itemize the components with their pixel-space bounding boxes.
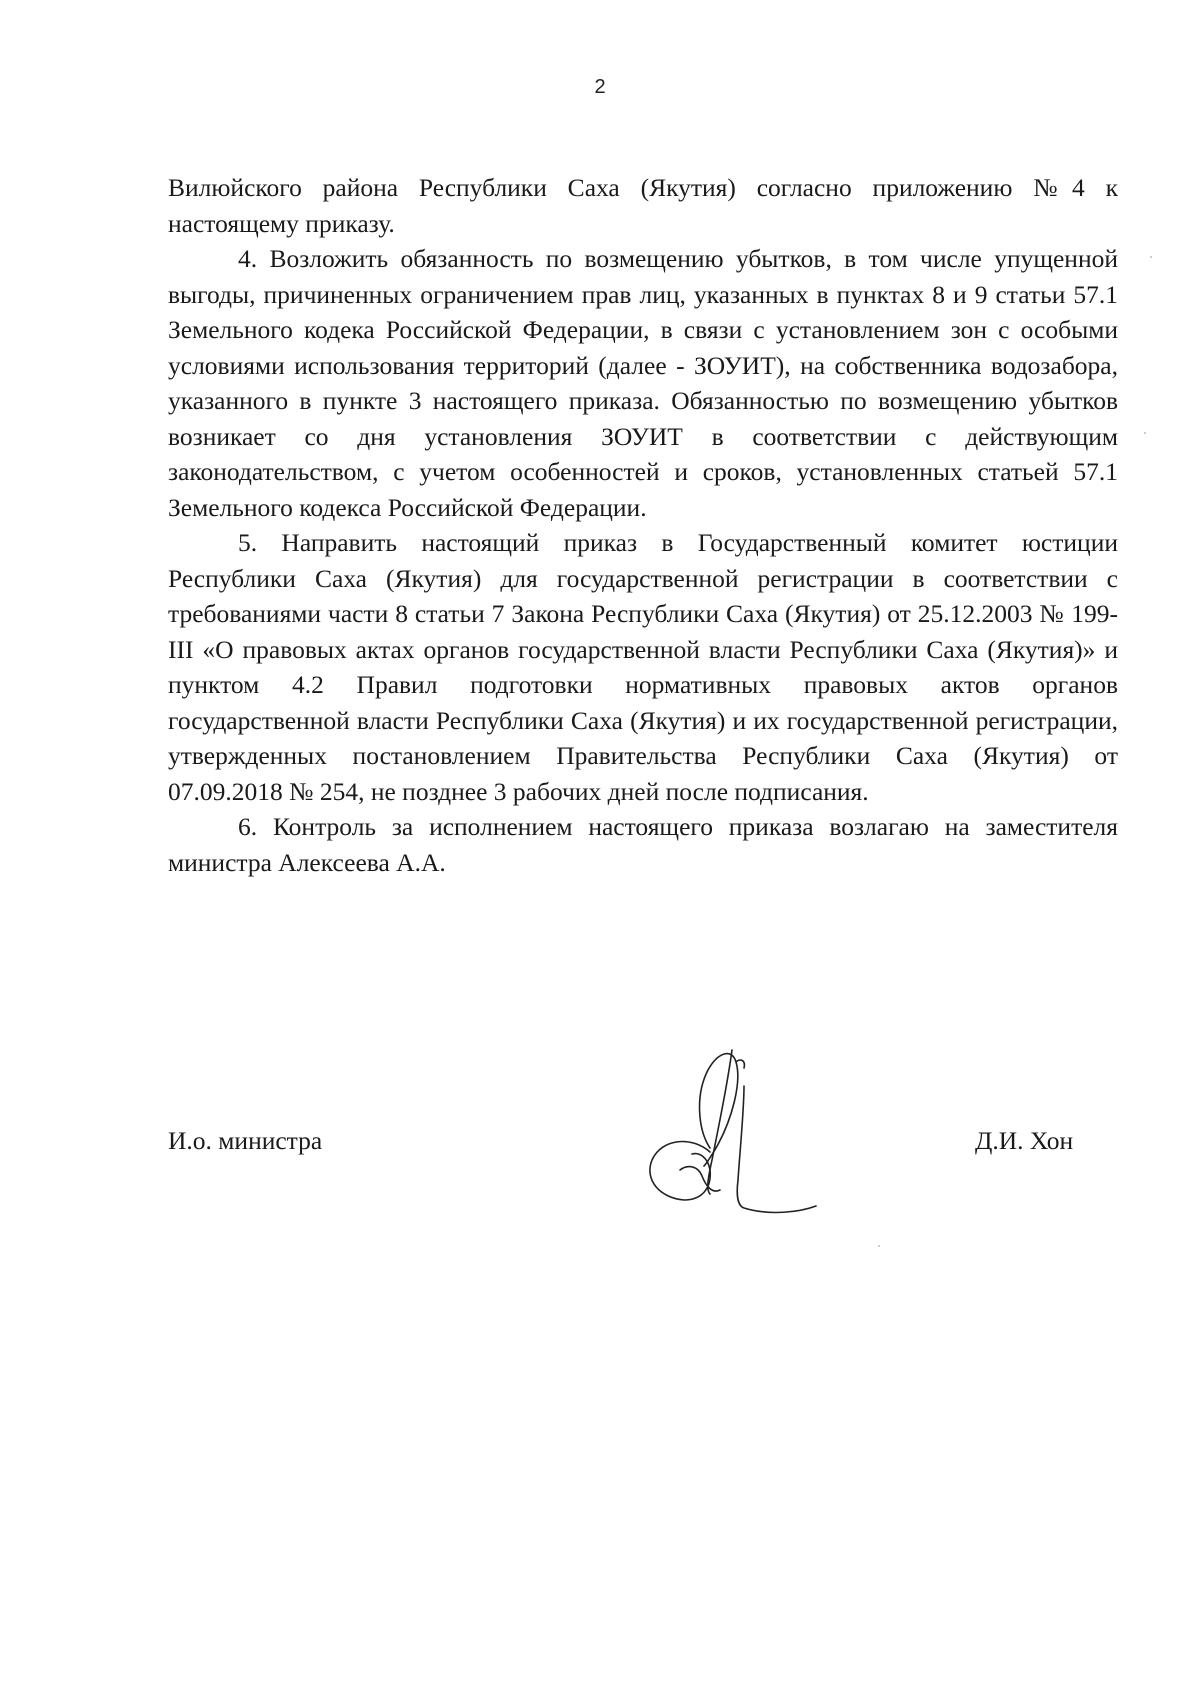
document-body — [168, 170, 1118, 880]
signer-position: И.о. министра — [168, 1126, 323, 1155]
handwritten-signature-icon — [640, 1040, 830, 1240]
signer-name: Д.И. Хон — [975, 1126, 1074, 1155]
signature-block — [0, 1040, 1200, 1240]
page-number: 2 — [594, 76, 606, 98]
paragraph-item-4: 4. Возложить обязанность по возмещению убытков, в том числе упущенной выгоды, причиненных ограничением прав лиц, указанных в пунктах 8 и 9 статьи 57.1 Земельного кодека Российской Федерации, в связи с установлением зон с особыми условиями использования территорий (далее - ЗОУИТ), на собственника водозабора, указанного в пункте 3 настоящего приказа. Обязанностью по возмещению убытков возникает со дня установления ЗОУИТ в соответствии с действующим законодательством, с учетом особенностей и сроков, установленных статьей 57.1 Земельного кодекса Российской Федерации. — [168, 244, 1118, 522]
paragraph-item-5: 5. Направить настоящий приказ в Государственный комитет юстиции Республики Саха (Якутия) для государственной регистрации в соответствии с требованиями части 8 статьи 7 Закона Республики Саха (Якутия) от 25.12.2003 № 199-III «О правовых актах органов государственной власти Республики Саха (Якутия)» и пунктом 4.2 Правил подготовки нормативных правовых актов органов государственной власти Республики Саха (Якутия) и их государственной регистрации, утвержденных постановлением Правительства Республики Саха (Якутия) от 07.09.2018 № 254, не позднее 3 рабочих дней после подписания. — [168, 528, 1118, 806]
scan-speck — [1144, 432, 1146, 434]
scan-speck — [878, 1245, 880, 1247]
paragraph-item-6: 6. Контроль за исполнением настоящего приказа возлагаю на заместителя министра Алексеева А.А. — [168, 812, 1118, 877]
scan-speck — [1150, 256, 1152, 258]
paragraph-continuation: Вилюйского района Республики Саха (Якутия) согласно приложению №4 к настоящему приказу. — [168, 173, 1118, 238]
